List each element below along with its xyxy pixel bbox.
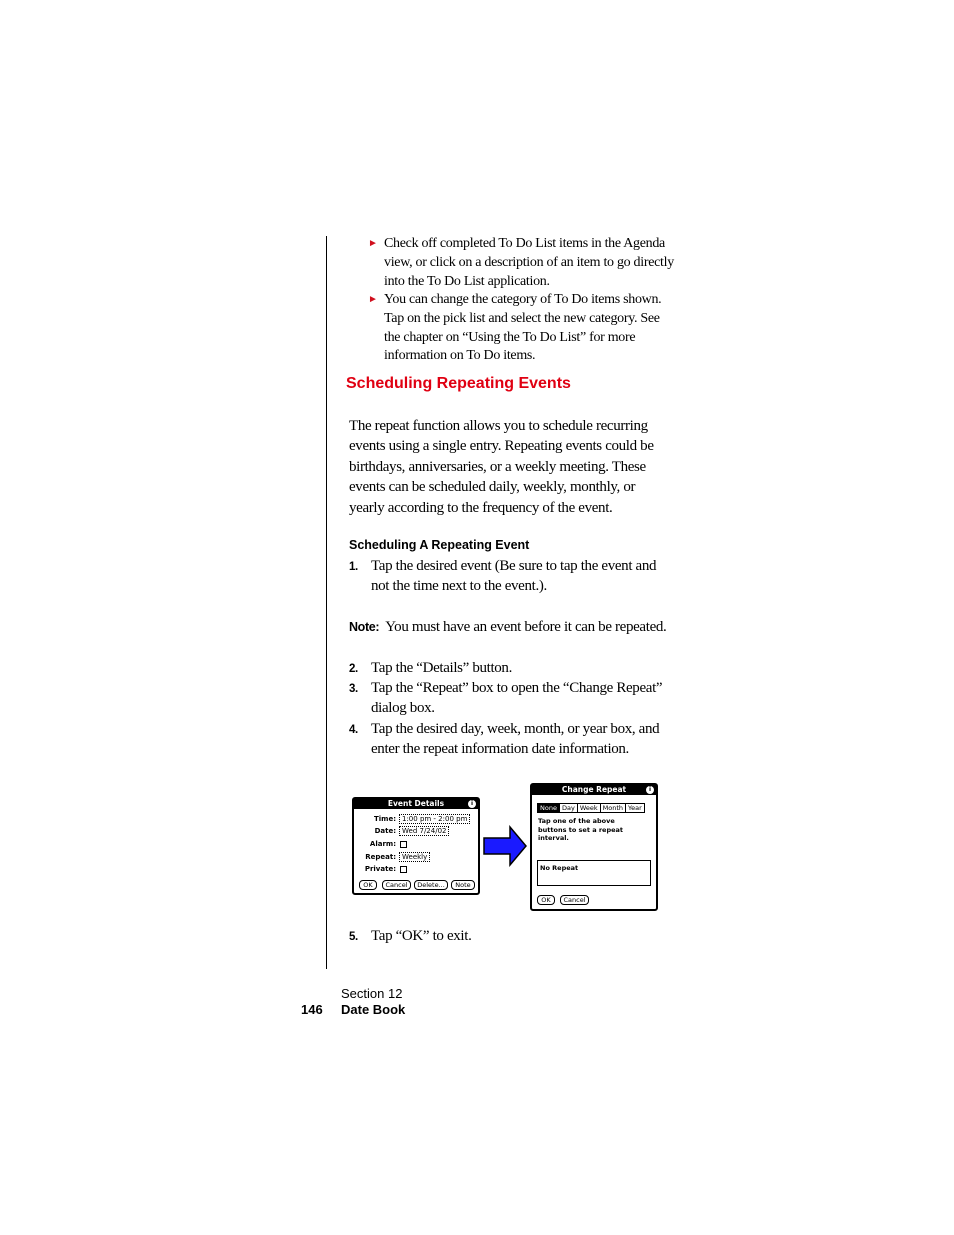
step-item: [349, 719, 674, 760]
note: [349, 617, 666, 637]
footer-section: Section 12: [341, 986, 403, 1001]
step-text: Tap “OK” to exit.: [371, 928, 472, 944]
bullet-item: [368, 291, 674, 366]
procedure-heading: Scheduling A Repeating Event: [349, 538, 530, 552]
bullet-text: Check off completed To Do List items in the Agenda view, or click on a description of an item to go directly into the To Do List application.: [384, 236, 674, 289]
section-heading: Scheduling Repeating Events: [346, 375, 571, 392]
date-field[interactable]: Wed 7/24/02: [399, 826, 449, 836]
step-text: Tap the desired day, week, month, or year box, and enter the repeat information date information.: [371, 721, 660, 758]
page-number: 146: [301, 1002, 323, 1017]
bullet-text: You can change the category of To Do items shown. Tap on the pick list and select the new category. See the chapter on “Using the To Do List” for more information on To Do items.: [384, 292, 662, 364]
step-text: Tap the “Details” button.: [371, 660, 512, 676]
dialog-title: [532, 785, 656, 795]
repeat-instruction: Tap one of the above buttons to set a repeat interval.: [538, 817, 624, 842]
note-label: Note:: [349, 620, 380, 634]
repeat-field[interactable]: Weekly: [399, 852, 430, 862]
tab-day[interactable]: Day: [559, 804, 577, 812]
margin-rule: [326, 236, 327, 969]
ok-button[interactable]: OK: [537, 895, 555, 905]
tab-month[interactable]: Month: [600, 804, 625, 812]
tab-week[interactable]: Week: [577, 804, 600, 812]
alarm-label: Alarm:: [369, 840, 396, 848]
repeat-tabs: [537, 803, 645, 813]
note-button[interactable]: Note: [451, 880, 475, 890]
intro-paragraph: The repeat function allows you to schedule recurring events using a single entry. Repeating events could be birthdays, anniversaries, or a weekly meeting. These events can be scheduled daily, weekly, monthly, or yearly according to the frequency of the event.: [349, 418, 654, 516]
alarm-checkbox[interactable]: [400, 841, 407, 848]
repeat-status-box: [537, 860, 651, 886]
dialog-title-text: Event Details: [387, 799, 445, 808]
ok-button[interactable]: OK: [359, 880, 377, 890]
right-arrow-icon: [482, 825, 528, 867]
time-field[interactable]: 1:00 pm - 2:00 pm: [399, 814, 470, 824]
change-repeat-dialog: [530, 783, 658, 911]
bullet-item: [368, 235, 674, 291]
step-item: [349, 926, 674, 946]
step-number: 3.: [349, 683, 358, 695]
bullet-arrow-icon: ►: [368, 238, 378, 249]
step-item: [349, 678, 674, 719]
event-details-dialog: [352, 797, 480, 895]
step-item: [349, 556, 674, 597]
step-text: Tap the desired event (Be sure to tap the event and not the time next to the event.).: [371, 558, 657, 595]
note-text: You must have an event before it can be repeated.: [385, 619, 667, 635]
delete-button[interactable]: Delete...: [414, 880, 448, 890]
tab-none[interactable]: None: [540, 804, 557, 812]
cancel-button[interactable]: Cancel: [382, 880, 411, 890]
private-label: Private:: [364, 865, 396, 873]
repeat-label: Repeat:: [365, 853, 396, 861]
private-checkbox[interactable]: [400, 866, 407, 873]
step-text: Tap the “Repeat” box to open the “Change Repeat” dialog box.: [371, 680, 663, 717]
step-number: 5.: [349, 931, 358, 943]
dialog-title-text: Change Repeat: [561, 785, 627, 794]
tab-year[interactable]: Year: [625, 804, 644, 812]
cancel-button[interactable]: Cancel: [560, 895, 589, 905]
step-number: 1.: [349, 561, 358, 573]
bullet-arrow-icon: ►: [368, 294, 378, 305]
dialog-title: [354, 799, 478, 809]
date-label: Date:: [374, 827, 396, 835]
repeat-status: No Repeat: [540, 864, 579, 872]
info-icon[interactable]: i: [646, 786, 654, 794]
time-label: Time:: [373, 815, 396, 823]
info-icon[interactable]: i: [468, 800, 476, 808]
step-number: 2.: [349, 663, 358, 675]
step-number: 4.: [349, 724, 358, 736]
footer-chapter: Date Book: [341, 1002, 406, 1017]
step-item: [349, 658, 674, 678]
